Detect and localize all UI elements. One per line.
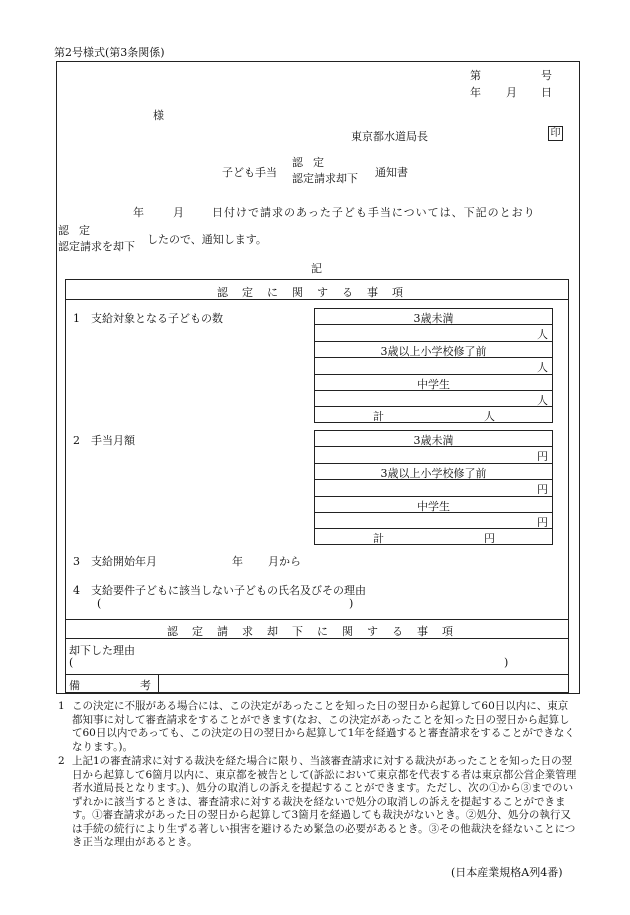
item2-label: 2 手当月額 [73, 434, 135, 447]
rejection-reason-label: 却下した理由 [69, 644, 135, 657]
item1-row-head: 3歳未満 [413, 312, 454, 325]
note-text: 上記1の審査請求に対する裁決を経た場合に限り、当該審査請求に対する裁決があったことを知った日の翌日から起算して6箇月以内に、東京都を被告として(訴訟において東京都を代表する者は東京都公営企業管理者水道局長となります。)、処分の取消しの訴えを提起することができます。ただし、次の①から③までのいずれかに該当するときは、審査請求に対する裁決を経ないで処分の取消しの訴えを提起することができます。①審査請求があった日の翌日から起算して3箇月を経過しても裁決がないとき。②処分、処分の執行又は手続の続行により生ずる著しい損害を避けるため緊急の必要があるとき。③その他裁決を経ないことにつき正当な理由があるとき。 [72, 755, 577, 848]
form-label: 第2号様式(第3条関係) [54, 46, 165, 59]
number-go: 号 [541, 69, 552, 82]
item3-month-from: 月から [268, 555, 301, 568]
divider [314, 406, 553, 407]
divider [314, 528, 553, 529]
divider [314, 496, 553, 497]
divider [314, 341, 553, 342]
addressee-sama: 様 [153, 109, 164, 122]
note-number: 2 [58, 755, 65, 767]
item2-row-unit: 円 [537, 483, 548, 496]
title-opt1: 認定 [292, 156, 334, 169]
divider [65, 638, 569, 639]
item2-row-unit: 円 [537, 516, 548, 529]
section-rejection: 認定請求却下に関する事項 [167, 625, 467, 638]
note-text: この決定に不服がある場合には、この決定があったことを知った日の翌日から起算して60日以内に、東京都知事に対して審査請求をすることができます(なお、この決定があったことを知った日の翌日から起算して60日以内であっても、この決定の日の翌日から起算して1年を経過すると審査請求をすることができなくなります。)。 [72, 700, 575, 753]
date-year: 年 [470, 86, 481, 99]
note-1 [58, 700, 578, 754]
divider [314, 357, 553, 358]
item4-label: 4 支給要件子どもに該当しない子どもの氏名及びその理由 [73, 584, 366, 597]
note-number: 1 [58, 700, 65, 712]
divider [314, 512, 553, 513]
item4-open: ( [97, 597, 102, 610]
note-2 [58, 755, 578, 850]
item2-total-unit: 円 [484, 532, 495, 545]
item1-row-unit: 人 [537, 361, 548, 374]
item1-row-head: 3歳以上小学校修了前 [380, 345, 487, 358]
item3-year: 年 [232, 555, 243, 568]
item1-label: 1 支給対象となる子どもの数 [73, 312, 223, 325]
item1-total-label: 計 [373, 410, 384, 423]
issuer: 東京都水道局長 [351, 130, 428, 143]
item1-row-head: 中学生 [417, 378, 450, 391]
item2-row-head: 3歳以上小学校修了前 [380, 467, 487, 480]
intro-opt1: 認定 [58, 224, 100, 237]
divider [65, 674, 569, 675]
item3-label: 3 支給開始年月 [73, 555, 157, 568]
divider [158, 674, 159, 693]
divider [314, 324, 553, 325]
date-day: 日 [541, 86, 552, 99]
title-prefix: 子ども手当 [222, 166, 277, 179]
ki-label: 記 [311, 262, 322, 275]
divider [314, 390, 553, 391]
item2-row-head: 3歳未満 [413, 434, 454, 447]
divider [314, 374, 553, 375]
section-approval: 認定に関する事項 [217, 286, 417, 299]
divider [65, 299, 569, 300]
item1-row-unit: 人 [537, 394, 548, 407]
intro-opt2: 認定請求を却下 [58, 240, 135, 253]
item2-row-unit: 円 [537, 450, 548, 463]
item4-close: ) [349, 597, 354, 610]
intro-month: 月 [173, 206, 184, 219]
item1-row-unit: 人 [537, 328, 548, 341]
title-suffix: 通知書 [375, 166, 408, 179]
intro-year: 年 [133, 206, 144, 219]
item1-total-unit: 人 [484, 410, 495, 423]
remarks-label: 備考 [69, 679, 211, 692]
divider [314, 479, 553, 480]
item2-row-head: 中学生 [417, 500, 450, 513]
intro-line1: 日付けで請求のあった子ども手当については、下記のとおり [212, 206, 536, 219]
intro-line2: したので、通知します。 [147, 233, 267, 246]
rejection-reason-open: ( [69, 656, 74, 669]
footer-standard: (日本産業規格A列4番) [451, 866, 563, 879]
number-dai: 第 [470, 69, 481, 82]
seal-mark: 印 [548, 126, 563, 141]
date-month: 月 [506, 86, 517, 99]
title-opt2: 認定請求却下 [292, 172, 358, 185]
divider [314, 446, 553, 447]
rejection-reason-close: ) [504, 656, 509, 669]
divider [314, 463, 553, 464]
divider [65, 619, 569, 620]
item2-total-label: 計 [373, 532, 384, 545]
